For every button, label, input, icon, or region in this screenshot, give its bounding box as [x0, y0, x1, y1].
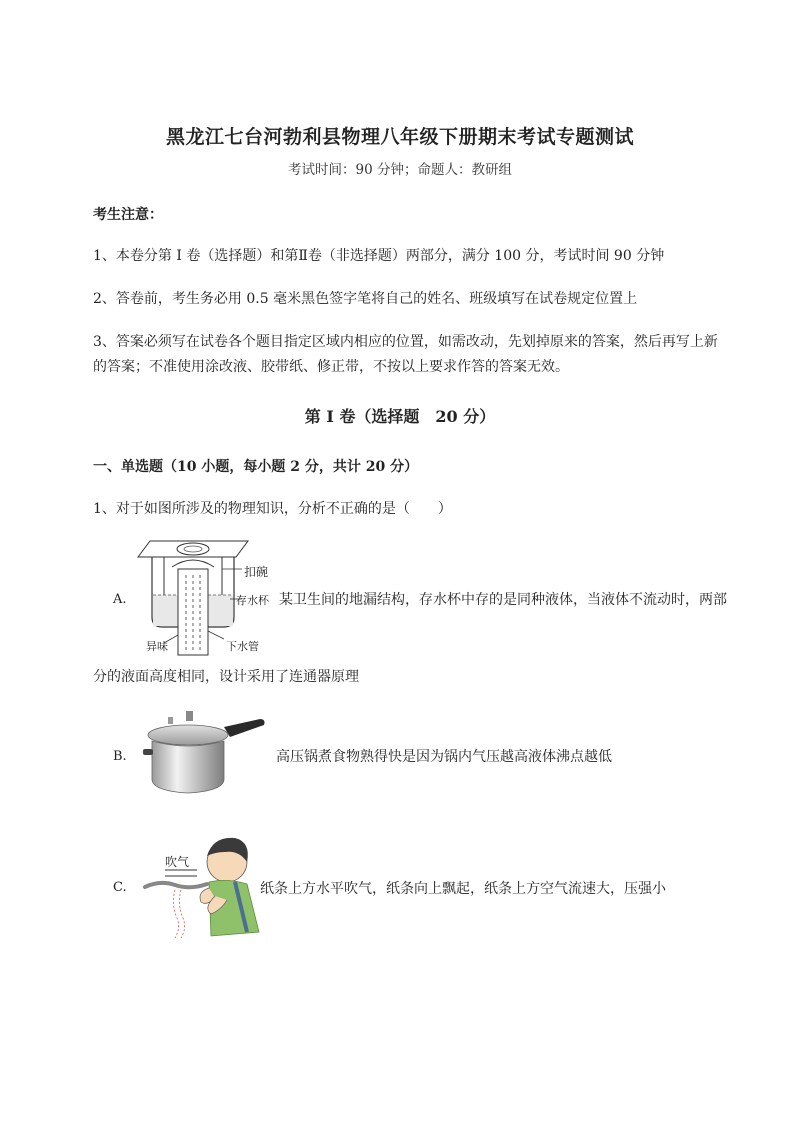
option-b-label: B. — [113, 749, 127, 764]
part-heading: 一、单选题（10 小题，每小题 2 分，共计 20 分） — [93, 459, 419, 475]
notice-item-3-continued: 的答案；不准使用涂改液、胶带纸、修正带，不按以上要求作答的答案无效。 — [93, 359, 569, 375]
figure-label-water-cup: 存水杯 — [236, 594, 269, 607]
page-title: 黑龙江七台河勃利县物理八年级下册期末考试专题测试 — [165, 126, 634, 148]
option-b-text: 高压锅煮食物熟得快是因为锅内气压越高液体沸点越低 — [276, 749, 612, 765]
option-c-text: 纸条上方水平吹气，纸条向上飘起，纸条上方空气流速大，压强小 — [260, 881, 666, 897]
notice-item-3: 3、答案必须写在试卷各个题目指定区域内相应的位置，如需改动，先划掉原来的答案，然后再写上新 — [93, 334, 718, 350]
notice-item-2: 2、答卷前，考生务必用 0.5 毫米黑色签字笔将自己的姓名、班级填写在试卷规定位置上 — [93, 291, 638, 307]
notice-item-1: 1、本卷分第 I 卷（选择题）和第Ⅱ卷（非选择题）两部分，满分 100 分，考试时间 90 分钟 — [93, 248, 665, 264]
option-a-label: A. — [113, 592, 127, 607]
question-stem: 1、对于如图所涉及的物理知识，分析不正确的是（ ） — [93, 501, 452, 517]
notice-heading: 考生注意： — [93, 207, 163, 223]
option-a-text: 某卫生间的地漏结构，存水杯中存的是同种液体，当液体不流动时，两部 — [279, 592, 727, 608]
blowing-paper-figure — [135, 832, 265, 942]
option-c-label: C. — [113, 880, 127, 895]
figure-label-blow: 吹气 — [165, 855, 190, 869]
pressure-cooker-figure — [138, 707, 268, 799]
section-title: 第 I 卷（选择题 20 分） — [304, 407, 496, 426]
figure-label-odor: 异味 — [146, 640, 168, 653]
exam-info: 考试时间：90 分钟；命题人：教研组 — [288, 162, 512, 178]
figure-label-drain-pipe: 下水管 — [226, 640, 259, 653]
option-a-text-continued: 分的液面高度相同，设计采用了连通器原理 — [93, 669, 359, 685]
figure-label-cover-bowl: 扣碗 — [244, 565, 269, 579]
